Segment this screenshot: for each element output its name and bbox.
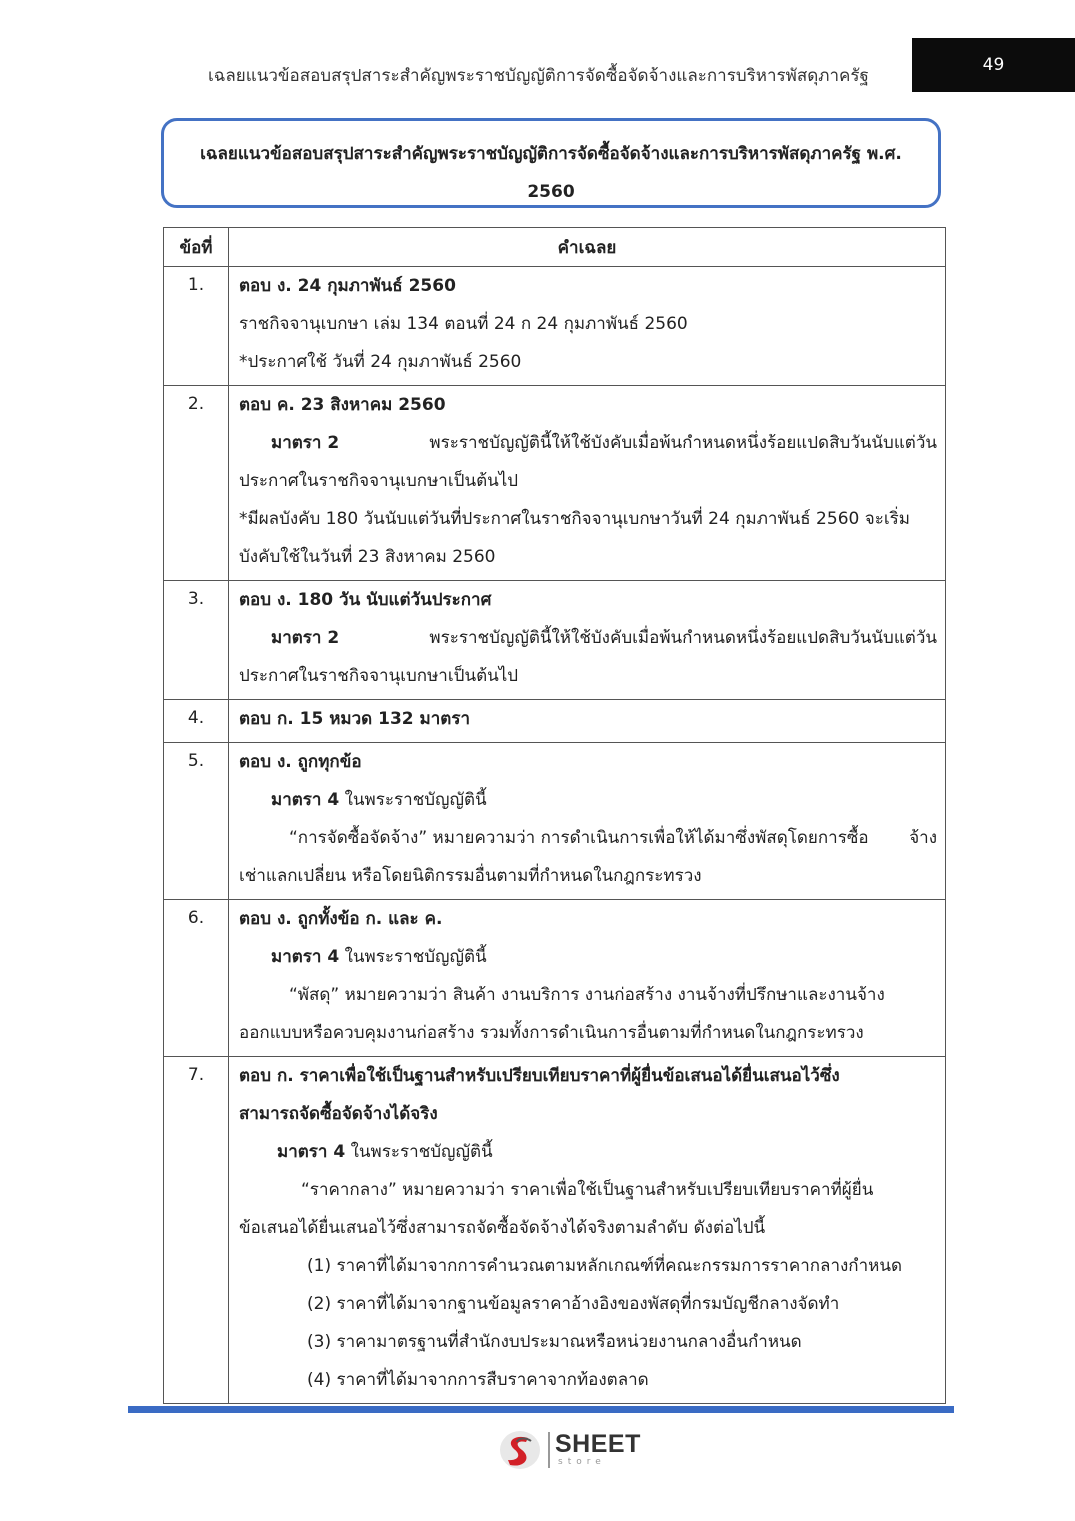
answer-cell: [229, 386, 946, 581]
answer-text: จ้าง: [909, 828, 937, 848]
answer-line: [239, 424, 937, 462]
table-row: [164, 386, 946, 581]
table-row: [164, 700, 946, 743]
list-item: (3) ราคามาตรฐานที่สำนักงบประมาณหรือหน่วยงานกลางอื่นกำหนด: [307, 1332, 802, 1352]
table-row: [164, 581, 946, 700]
answer-line: เช่าแลกเปลี่ยน หรือโดยนิติกรรมอื่นตามที่กำหนดในกฎกระทรวง: [239, 866, 702, 886]
answer-cell: [229, 1057, 946, 1404]
answer-line: ตอบ ก. 15 หมวด 132 มาตรา: [239, 709, 470, 729]
table-row: [164, 1057, 946, 1404]
answer-line: ออกแบบหรือควบคุมงานก่อสร้าง รวมทั้งการดำเนินการอื่นตามที่กำหนดในกฎกระทรวง: [239, 1023, 864, 1043]
logo-text: SHEET: [555, 1430, 641, 1458]
table-row: [164, 743, 946, 900]
row-number: 6.: [164, 900, 229, 1057]
answer-cell: [229, 581, 946, 700]
answer-line: ตอบ ง. 180 วัน นับแต่วันประกาศ: [239, 590, 492, 610]
answer-line: ตอบ ค. 23 สิงหาคม 2560: [239, 395, 446, 415]
answer-line: *มีผลบังคับ 180 วันนับแต่วันที่ประกาศในราชกิจจานุเบกษาวันที่ 24 กุมภาพันธ์ 2560 จะเริ่ม: [239, 509, 910, 529]
title-line-2: 2560: [527, 182, 575, 202]
column-header-answer: คำเฉลย: [229, 228, 946, 267]
answer-line: ข้อเสนอได้ยื่นเสนอไว้ซึ่งสามารถจัดซื้อจัดจ้างได้จริงตามลำดับ ดังต่อไปนี้: [239, 1218, 766, 1238]
row-number: 3.: [164, 581, 229, 700]
table-header-row: [164, 228, 946, 267]
answer-line: [239, 781, 937, 819]
table-row: [164, 900, 946, 1057]
answer-cell: [229, 700, 946, 743]
answer-line: บังคับใช้ในวันที่ 23 สิงหาคม 2560: [239, 547, 496, 567]
answer-text: ในพระราชบัญญัตินี้: [344, 790, 487, 810]
answer-line: ตอบ ง. ถูกทั้งข้อ ก. และ ค.: [239, 909, 443, 929]
section-label: มาตรา 4: [277, 1142, 346, 1162]
answer-line: สามารถจัดซื้อจัดจ้างได้จริง: [239, 1104, 438, 1124]
answer-line: [239, 619, 937, 657]
sheet-s-logo-icon: [498, 1428, 542, 1472]
answer-cell: [229, 900, 946, 1057]
answer-line: *ประกาศใช้ วันที่ 24 กุมภาพันธ์ 2560: [239, 352, 522, 372]
list-item: (2) ราคาที่ได้มาจากฐานข้อมูลราคาอ้างอิงของพัสดุที่กรมบัญชีกลางจัดทำ: [307, 1294, 840, 1314]
answers-table: [163, 227, 946, 1404]
logo-divider: [548, 1432, 550, 1468]
row-number: 2.: [164, 386, 229, 581]
footer-bar: [128, 1406, 954, 1413]
answer-cell: [229, 743, 946, 900]
answer-line: ตอบ ง. 24 กุมภาพันธ์ 2560: [239, 276, 456, 296]
answer-text: ในพระราชบัญญัตินี้: [344, 947, 487, 967]
title-line-1: เฉลยแนวข้อสอบสรุปสาระสำคัญพระราชบัญญัติการจัดซื้อจัดจ้างและการบริหารพัสดุภาครัฐ พ.ศ.: [200, 144, 902, 164]
answer-line: “ราคากลาง” หมายความว่า ราคาเพื่อใช้เป็นฐานสำหรับเปรียบเทียบราคาที่ผู้ยื่น: [301, 1180, 874, 1200]
section-label: มาตรา 2: [271, 433, 340, 453]
row-number: 5.: [164, 743, 229, 900]
sheet-store-logo: [498, 1428, 648, 1472]
answer-line: [239, 938, 937, 976]
answer-line: [239, 819, 937, 857]
answer-line: “พัสดุ” หมายความว่า สินค้า งานบริการ งานก่อสร้าง งานจ้างที่ปรึกษาและงานจ้าง: [289, 985, 885, 1005]
title-box: [161, 118, 941, 208]
row-number: 4.: [164, 700, 229, 743]
running-title: เฉลยแนวข้อสอบสรุปสาระสำคัญพระราชบัญญัติการจัดซื้อจัดจ้างและการบริหารพัสดุภาครัฐ: [208, 66, 869, 86]
running-header: [0, 38, 1075, 92]
answer-line: ประกาศในราชกิจจานุเบกษาเป็นต้นไป: [239, 666, 519, 686]
row-number: 7.: [164, 1057, 229, 1404]
answer-line: ประกาศในราชกิจจานุเบกษาเป็นต้นไป: [239, 471, 519, 491]
answer-text: พระราชบัญญัตินี้ให้ใช้บังคับเมื่อพ้นกำหนดหนึ่งร้อยแปดสิบวันนับแต่วัน: [429, 628, 937, 648]
answer-text: ในพระราชบัญญัตินี้: [350, 1142, 493, 1162]
row-number: 1.: [164, 267, 229, 386]
column-header-number: ข้อที่: [164, 228, 229, 267]
logo-subtext: store: [558, 1457, 606, 1467]
answer-cell: [229, 267, 946, 386]
section-label: มาตรา 4: [271, 947, 340, 967]
section-label: มาตรา 4: [271, 790, 340, 810]
page-number: 49: [912, 38, 1075, 92]
answer-text: พระราชบัญญัตินี้ให้ใช้บังคับเมื่อพ้นกำหนดหนึ่งร้อยแปดสิบวันนับแต่วัน: [429, 433, 937, 453]
answer-line: ตอบ ก. ราคาเพื่อใช้เป็นฐานสำหรับเปรียบเทียบราคาที่ผู้ยื่นข้อเสนอได้ยื่นเสนอไว้ซึ่ง: [239, 1066, 840, 1086]
answer-line: [239, 1133, 937, 1171]
section-label: มาตรา 2: [271, 628, 340, 648]
list-item: (1) ราคาที่ได้มาจากการคำนวณตามหลักเกณฑ์ที่คณะกรรมการราคากลางกำหนด: [307, 1256, 903, 1276]
table-row: [164, 267, 946, 386]
answer-line: ตอบ ง. ถูกทุกข้อ: [239, 752, 362, 772]
answer-text: “การจัดซื้อจัดจ้าง” หมายความว่า การดำเนินการเพื่อให้ได้มาซึ่งพัสดุโดยการซื้อ: [289, 828, 869, 848]
list-item: (4) ราคาที่ได้มาจากการสืบราคาจากท้องตลาด: [307, 1370, 649, 1390]
answer-line: ราชกิจจานุเบกษา เล่ม 134 ตอนที่ 24 ก 24 กุมภาพันธ์ 2560: [239, 314, 688, 334]
